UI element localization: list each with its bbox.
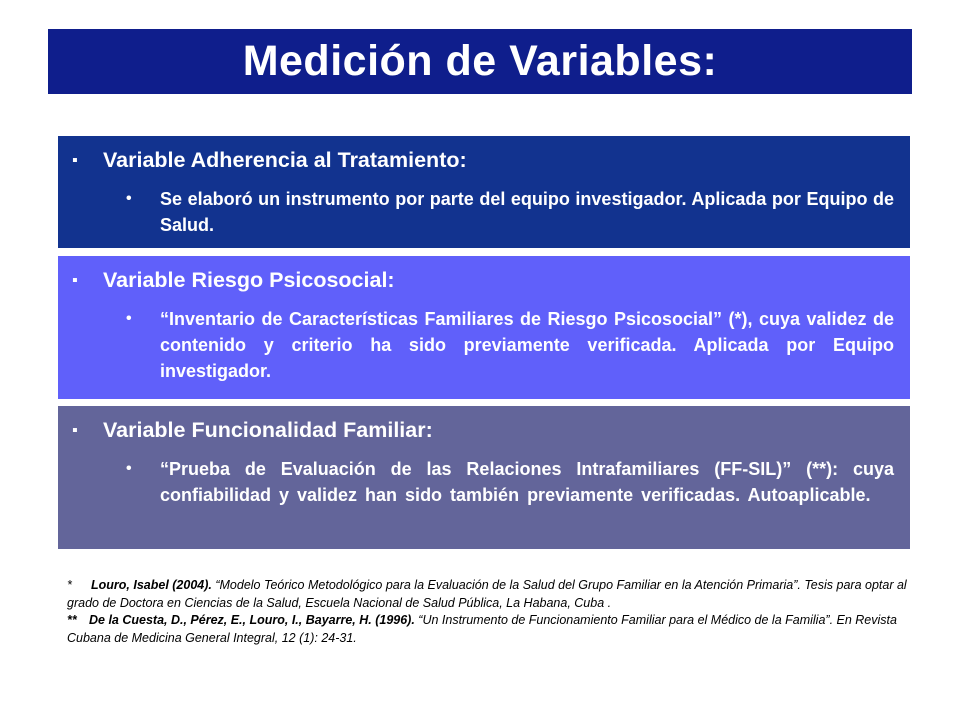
footnote-text: “Modelo Teórico Metodológico para la Evaluación de la Salud del Grupo Familiar en la Atención Primaria”. Tesis para optar al grado de Doctora en Ciencias de la Salud, Escuela Nacional de Salud Pública, La Habana, Cuba . — [67, 578, 907, 610]
section-heading — [72, 267, 896, 294]
footnote-text: “Un Instrumento de Funcionamiento Familiar para el Médico de la Familia”. En Revista Cubana de Medicina General Integral, 12 (1): 24-31. — [67, 613, 897, 645]
title-bar — [48, 29, 912, 94]
footnote-2 — [67, 612, 925, 647]
section-item-text: “Inventario de Características Familiares de Riesgo Psicosocial” (*), cuya validez de contenido y criterio ha sido previamente verificada. Aplicada por Equipo investigador. — [160, 309, 894, 381]
footnote-mark: ** — [67, 613, 77, 627]
footnote-mark: * — [67, 578, 72, 592]
section-item-text: Se elaboró un instrumento por parte del equipo investigador. Aplicada por Equipo de Salud. — [160, 189, 894, 235]
footnote-author: De la Cuesta, D., Pérez, E., Louro, I., Bayarre, H. (1996). — [89, 613, 415, 627]
section-heading-text: Variable Funcionalidad Familiar: — [103, 418, 433, 442]
square-bullet-icon: ▪ — [72, 422, 78, 439]
round-bullet-icon: • — [126, 310, 132, 327]
section-funcionalidad — [58, 406, 910, 549]
section-heading — [72, 417, 896, 444]
section-riesgo — [58, 256, 910, 399]
section-heading-text: Variable Riesgo Psicosocial: — [103, 268, 395, 292]
square-bullet-icon: ▪ — [72, 272, 78, 289]
section-heading-text: Variable Adherencia al Tratamiento: — [103, 148, 467, 172]
page-title: Medición de Variables: — [242, 37, 718, 85]
section-heading — [72, 147, 896, 174]
square-bullet-icon: ▪ — [72, 152, 78, 169]
round-bullet-icon: • — [126, 460, 132, 477]
section-item — [72, 456, 896, 508]
round-bullet-icon: • — [126, 190, 132, 207]
section-adherencia — [58, 136, 910, 248]
section-item-text: “Prueba de Evaluación de las Relaciones Intrafamiliares (FF-SIL)” (**): cuya confiabilidad y validez han sido también previamente verificadas. Autoaplicable. — [160, 459, 894, 505]
section-item — [72, 186, 896, 238]
footnotes — [67, 577, 925, 647]
section-item — [72, 306, 896, 384]
footnote-author: Louro, Isabel (2004). — [91, 578, 212, 592]
footnote-1 — [67, 577, 925, 612]
